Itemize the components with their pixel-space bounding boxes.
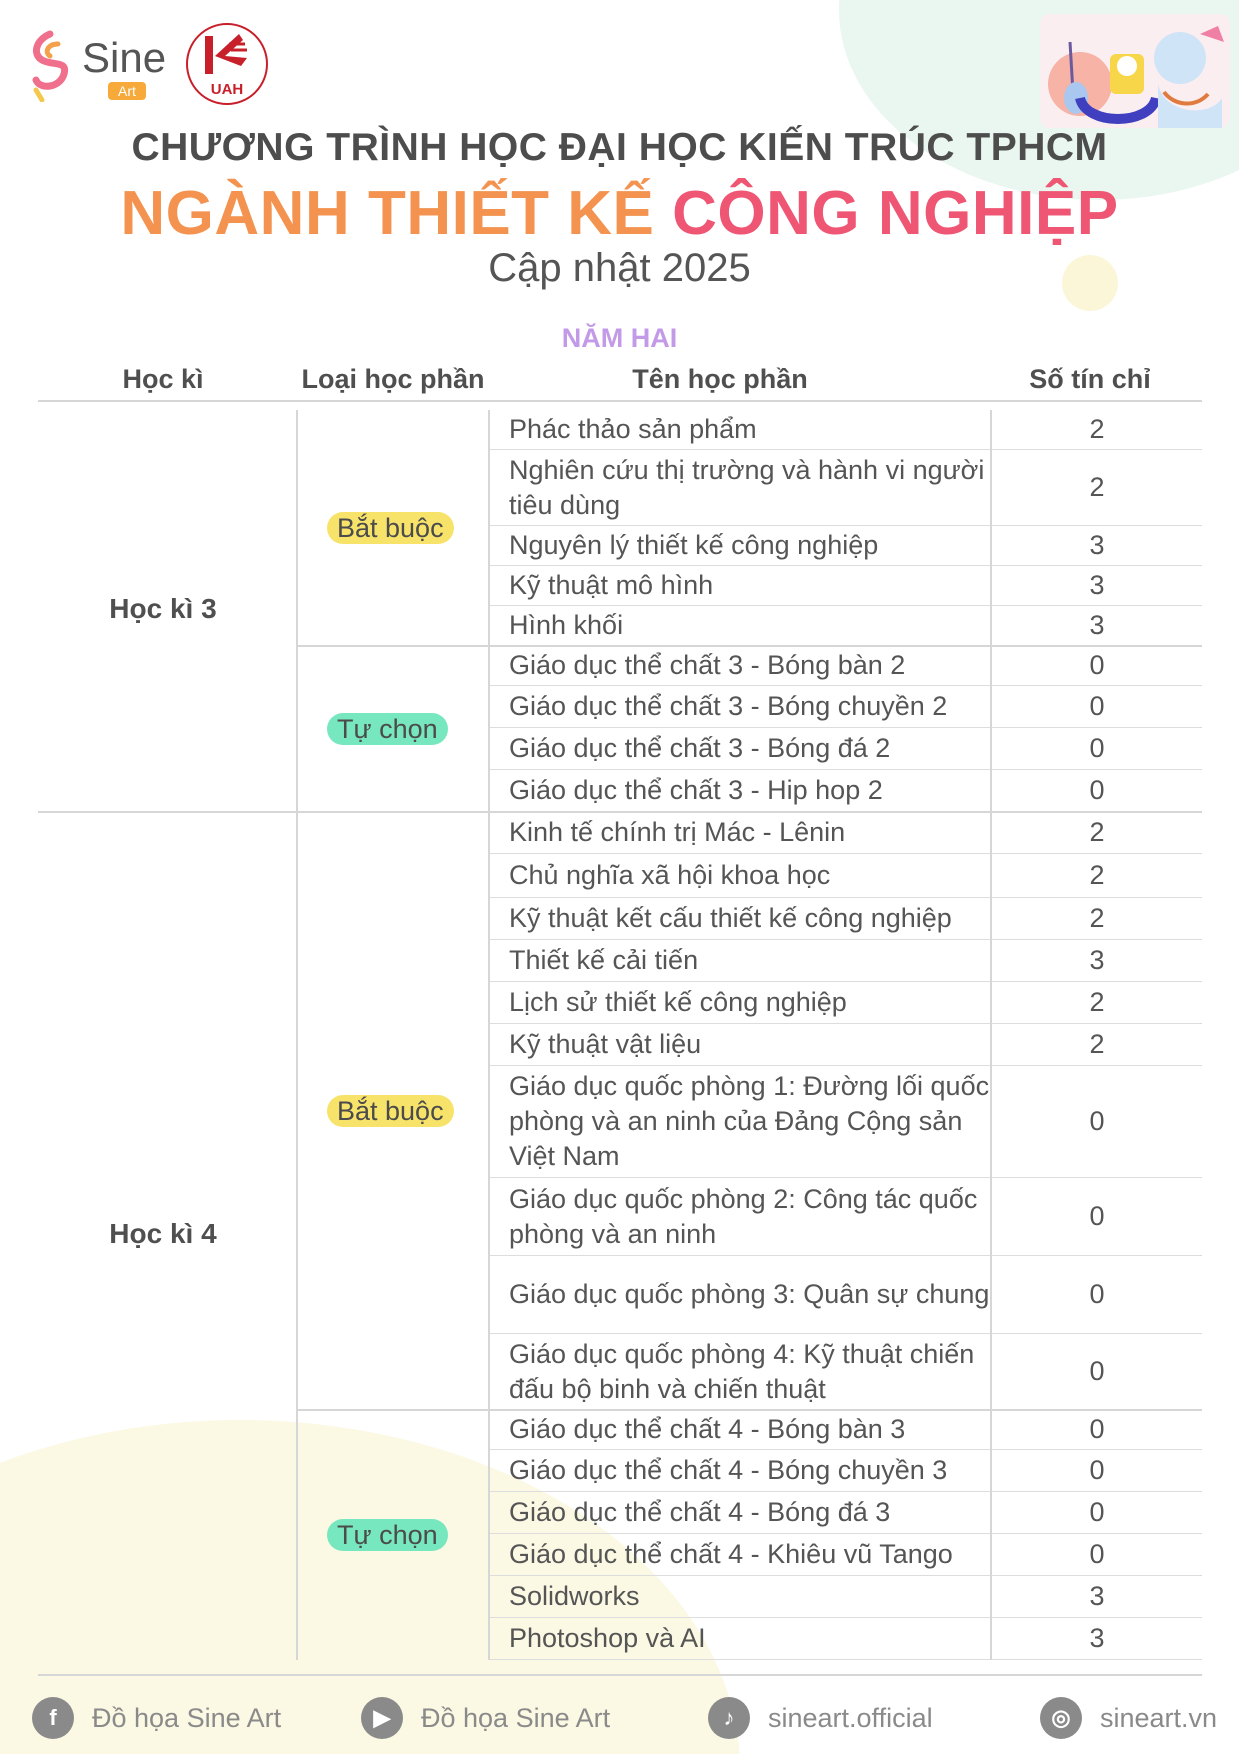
major-title-part2: CÔNG NGHIỆP [672,179,1119,248]
required-badge: Bắt buộc [327,1095,454,1127]
footer-divider [38,1674,1202,1676]
course-credits: 0 [1089,1201,1105,1231]
tiktok-link[interactable] [708,1696,933,1740]
course-name: Kinh tế chính trị Mác - Lênin [509,817,846,847]
sine-swirl-icon [28,30,72,102]
table-row [490,1178,1202,1256]
course-credits: 3 [1089,1623,1105,1653]
course-name: Giáo dục thể chất 3 - Bóng bàn 2 [509,650,906,680]
sine-logo-badge: Art [108,82,146,100]
course-name: Giáo dục thể chất 3 - Bóng chuyền 2 [509,691,948,721]
table-row [490,686,1202,728]
website-label: sineart.vn [1100,1702,1218,1733]
elective-badge: Tự chọn [327,1519,448,1551]
elective-badge: Tự chọn [327,713,448,745]
table-row [490,566,1202,606]
course-credits: 0 [1089,1356,1105,1386]
header-credits: Số tín chỉ [1029,364,1151,394]
column-divider [990,410,992,812]
course-credits: 3 [1089,1581,1105,1611]
course-credits: 0 [1089,1414,1105,1444]
table-row [490,1618,1202,1660]
table-row [490,1450,1202,1492]
course-name: Giáo dục thể chất 4 - Khiêu vũ Tango [509,1539,953,1569]
semester-label: Học kì 3 [109,593,217,624]
header-semester: Học kì [122,364,204,394]
table-row [490,646,1202,686]
column-divider [488,410,490,812]
course-credits: 3 [1089,945,1105,975]
uah-logo-text: UAH [210,81,244,98]
required-badge: Bắt buộc [327,512,454,544]
column-divider [296,812,298,1660]
course-credits: 2 [1089,414,1105,444]
table-row [490,940,1202,982]
facebook-label: Đồ họa Sine Art [92,1702,282,1733]
table-row [490,1256,1202,1334]
table-row [490,1576,1202,1618]
course-credits: 2 [1089,817,1105,847]
course-credits: 0 [1089,733,1105,763]
sine-logo-word: Sine [82,34,167,81]
course-name: Giáo dục thể chất 3 - Hip hop 2 [509,775,883,805]
course-name: Photoshop và AI [509,1623,706,1653]
table-row [490,1066,1202,1178]
course-name: Nghiên cứu thị trường và hành vi người tiêu dùng [509,454,985,520]
course-credits: 0 [1089,1279,1105,1309]
course-credits: 0 [1089,650,1105,680]
year-label: NĂM HAI [561,323,678,353]
course-name: Giáo dục quốc phòng 1: Đường lối quốc phòng và an ninh của Đảng Cộng sản Việt Nam [509,1071,990,1171]
tiktok-label: sineart.official [768,1702,933,1733]
course-credits: 3 [1089,610,1105,640]
course-name: Giáo dục quốc phòng 3: Quân sự chung [509,1279,990,1309]
course-credits: 0 [1089,1106,1105,1136]
youtube-label: Đồ họa Sine Art [421,1702,611,1733]
course-name: Chủ nghĩa xã hội khoa học [509,860,831,890]
course-name: Solidworks [509,1581,640,1611]
header-course-type: Loại học phần [301,364,485,394]
column-divider [990,812,992,1660]
table-row [490,770,1202,812]
course-credits: 2 [1089,1029,1105,1059]
course-name: Kỹ thuật kết cấu thiết kế công nghiệp [509,903,952,933]
course-credits: 2 [1089,472,1105,502]
table-row [490,1534,1202,1576]
course-name: Phác thảo sản phẩm [509,414,757,444]
course-credits: 0 [1089,691,1105,721]
table-row [490,898,1202,940]
table-row [490,1334,1202,1410]
course-name: Giáo dục thể chất 3 - Bóng đá 2 [509,733,891,763]
facebook-link[interactable] [32,1696,281,1740]
course-credits: 0 [1089,1497,1105,1527]
course-credits: 2 [1089,903,1105,933]
table-row [490,1024,1202,1066]
table-row [490,854,1202,898]
table-row [490,812,1202,854]
course-name: Kỹ thuật mô hình [509,570,714,600]
course-name: Kỹ thuật vật liệu [509,1029,702,1059]
course-name: Giáo dục thể chất 4 - Bóng bàn 3 [509,1414,906,1444]
header-divider [38,400,1202,402]
website-link[interactable] [1040,1696,1217,1740]
column-divider [296,410,298,812]
course-credits: 0 [1089,1455,1105,1485]
table-row [490,606,1202,646]
column-divider [488,812,490,1660]
table-row [490,526,1202,566]
course-credits: 2 [1089,860,1105,890]
facebook-icon: f [32,1697,74,1739]
table-row [490,728,1202,770]
table-row [490,410,1202,450]
course-name: Nguyên lý thiết kế công nghiệp [509,530,879,560]
course-credits: 2 [1089,987,1105,1017]
tiktok-icon: ♪ [708,1697,750,1739]
course-name: Thiết kế cải tiến [509,945,699,975]
uah-logo [185,22,269,106]
major-title-part1: NGÀNH THIẾT KẾ [120,179,655,248]
course-name: Giáo dục thể chất 4 - Bóng đá 3 [509,1497,891,1527]
globe-icon: ◎ [1040,1697,1082,1739]
major-title [0,178,1239,249]
update-subtitle: Cập nhật 2025 [488,246,751,290]
semester-label: Học kì 4 [109,1218,217,1249]
course-name: Giáo dục quốc phòng 2: Công tác quốc phòng và an ninh [509,1183,978,1249]
sculpture-illustration [1040,14,1230,128]
youtube-icon: ▶ [361,1697,403,1739]
course-name: Giáo dục thể chất 4 - Bóng chuyền 3 [509,1455,948,1485]
table-row [490,450,1202,526]
course-name: Giáo dục quốc phòng 4: Kỹ thuật chiến đấu bộ binh và chiến thuật [509,1338,975,1404]
course-name: Lịch sử thiết kế công nghiệp [509,987,847,1017]
course-name: Hình khối [509,610,624,640]
table-row [490,982,1202,1024]
course-credits: 0 [1089,775,1105,805]
course-credits: 3 [1089,530,1105,560]
table-row [490,1410,1202,1450]
course-credits: 0 [1089,1539,1105,1569]
table-row [490,1492,1202,1534]
youtube-link[interactable] [361,1696,610,1740]
header-course-name: Tên học phần [632,364,808,394]
sine-art-logo [28,30,178,102]
course-credits: 3 [1089,570,1105,600]
page-title: CHƯƠNG TRÌNH HỌC ĐẠI HỌC KIẾN TRÚC TPHCM [131,126,1108,169]
